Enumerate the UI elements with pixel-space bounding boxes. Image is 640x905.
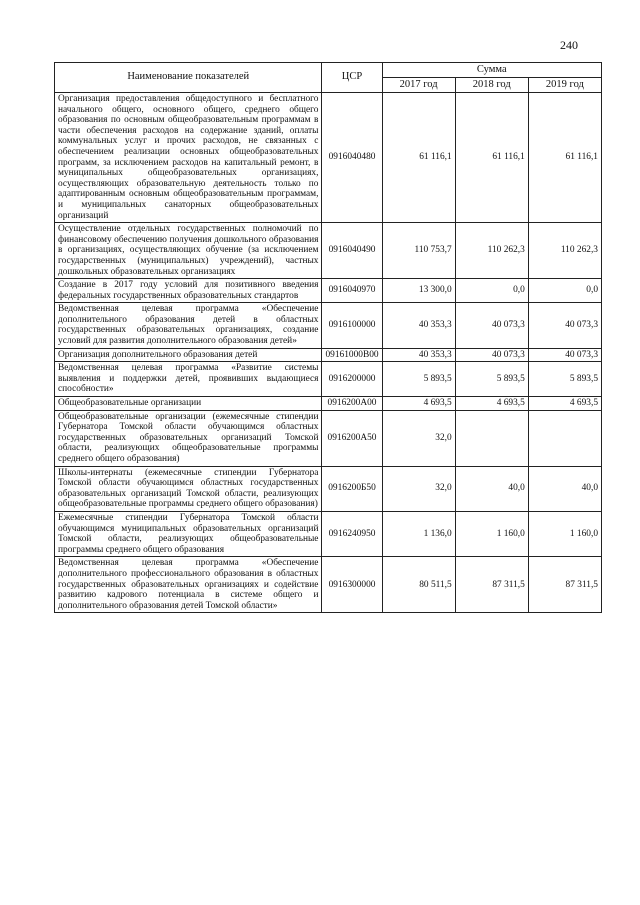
row-value-2019: 0,0 bbox=[528, 279, 601, 303]
row-code: 0916200А50 bbox=[322, 410, 382, 466]
header-row bbox=[55, 63, 602, 78]
table-row bbox=[55, 362, 602, 397]
header-year-2018: 2018 год bbox=[455, 78, 528, 93]
table-row bbox=[55, 410, 602, 466]
table-row bbox=[55, 466, 602, 511]
row-code: 0916200А00 bbox=[322, 397, 382, 411]
row-value-2018: 40 073,3 bbox=[455, 348, 528, 362]
row-value-2017: 61 116,1 bbox=[382, 93, 455, 223]
row-name: Создание в 2017 году условий для позитивного введения федеральных государственных образовательных стандартов bbox=[55, 279, 322, 303]
row-value-2018: 0,0 bbox=[455, 279, 528, 303]
row-value-2018: 5 893,5 bbox=[455, 362, 528, 397]
row-name: Ведомственная целевая программа «Обеспечение дополнительного профессионального образования в областных государственных образовательных организациях и содействие развитию кадрового потенциала в системе общего и дополнительного образования детей Томской области» bbox=[55, 557, 322, 613]
row-value-2019: 40 073,3 bbox=[528, 348, 601, 362]
row-value-2019: 1 160,0 bbox=[528, 511, 601, 556]
row-name: Ежемесячные стипендии Губернатора Томской области обучающимся муниципальных образовательных организаций Томской области, реализующих общеобразовательные программы среднего общего образования bbox=[55, 511, 322, 556]
row-value-2017: 4 693,5 bbox=[382, 397, 455, 411]
header-year-2017: 2017 год bbox=[382, 78, 455, 93]
row-value-2017: 40 353,3 bbox=[382, 348, 455, 362]
row-code: 0916040970 bbox=[322, 279, 382, 303]
row-name: Осуществление отдельных государственных полномочий по финансовому обеспечению получения дошкольного образования в организациях, осуществляющих обучение (за исключением государственных (муниципальных) учреждений), частных дошкольных образовательных организациях bbox=[55, 223, 322, 279]
row-value-2019: 61 116,1 bbox=[528, 93, 601, 223]
row-value-2017: 110 753,7 bbox=[382, 223, 455, 279]
header-sum: Сумма bbox=[382, 63, 601, 78]
row-code: 0916040480 bbox=[322, 93, 382, 223]
row-name: Общеобразовательные организации (ежемесячные стипендии Губернатора Томской области обучающимся областных государственных образовательных организаций Томской области, реализующих общеобразовательные программы среднего общего образования) bbox=[55, 410, 322, 466]
row-code: 0916040490 bbox=[322, 223, 382, 279]
row-value-2017: 40 353,3 bbox=[382, 303, 455, 348]
row-code: 0916200000 bbox=[322, 362, 382, 397]
row-name: Ведомственная целевая программа «Развитие системы выявления и поддержки детей, проявивших выдающиеся способности» bbox=[55, 362, 322, 397]
row-value-2019 bbox=[528, 410, 601, 466]
table-row bbox=[55, 223, 602, 279]
row-value-2018: 40 073,3 bbox=[455, 303, 528, 348]
row-value-2017: 1 136,0 bbox=[382, 511, 455, 556]
row-value-2017: 32,0 bbox=[382, 466, 455, 511]
table-row bbox=[55, 303, 602, 348]
table-row bbox=[55, 511, 602, 556]
row-value-2018: 1 160,0 bbox=[455, 511, 528, 556]
row-code: 0916300000 bbox=[322, 557, 382, 613]
table-row bbox=[55, 279, 602, 303]
row-value-2019: 5 893,5 bbox=[528, 362, 601, 397]
row-value-2017: 32,0 bbox=[382, 410, 455, 466]
row-name: Организация дополнительного образования детей bbox=[55, 348, 322, 362]
row-name: Ведомственная целевая программа «Обеспечение дополнительного образования детей в областных государственных образовательных организациях, создание условий для развития дополнительного образования детей» bbox=[55, 303, 322, 348]
page-number: 240 bbox=[560, 38, 578, 52]
row-value-2017: 13 300,0 bbox=[382, 279, 455, 303]
row-value-2017: 80 511,5 bbox=[382, 557, 455, 613]
row-name: Организация предоставления общедоступного и бесплатного начального общего, основного общего, среднего общего образования по основным общеобразовательным программам в части обеспечения расходов на содержание зданий, оплаты коммунальных услуг и прочих расходов, не связанных с обеспечением реализации основных общеобразовательных программ, за исключением расходов на капитальный ремонт, в муниципальных общеобразовательных организациях, осуществляющих образовательную деятельность только по адаптированным основным общеобразовательным программам, и муниципальных санаторных общеобразовательных организаций bbox=[55, 93, 322, 223]
row-value-2019: 87 311,5 bbox=[528, 557, 601, 613]
row-value-2018: 4 693,5 bbox=[455, 397, 528, 411]
table-row bbox=[55, 348, 602, 362]
row-value-2018: 110 262,3 bbox=[455, 223, 528, 279]
table-row bbox=[55, 557, 602, 613]
row-value-2019: 40,0 bbox=[528, 466, 601, 511]
table-row bbox=[55, 397, 602, 411]
table-row bbox=[55, 93, 602, 223]
row-name: Общеобразовательные организации bbox=[55, 397, 322, 411]
row-value-2017: 5 893,5 bbox=[382, 362, 455, 397]
header-code: ЦСР bbox=[322, 63, 382, 93]
row-value-2019: 110 262,3 bbox=[528, 223, 601, 279]
row-code: 09161000В00 bbox=[322, 348, 382, 362]
row-value-2018: 40,0 bbox=[455, 466, 528, 511]
budget-table bbox=[54, 62, 602, 613]
row-code: 0916240950 bbox=[322, 511, 382, 556]
row-value-2018: 87 311,5 bbox=[455, 557, 528, 613]
row-name: Школы-интернаты (ежемесячные стипендии Губернатора Томской области обучающимся областных государственных образовательных организаций Томской области, реализующих общеобразовательные программы среднего общего образования) bbox=[55, 466, 322, 511]
header-name: Наименование показателей bbox=[55, 63, 322, 93]
row-value-2018 bbox=[455, 410, 528, 466]
header-year-2019: 2019 год bbox=[528, 78, 601, 93]
row-code: 0916100000 bbox=[322, 303, 382, 348]
row-value-2019: 4 693,5 bbox=[528, 397, 601, 411]
row-code: 0916200Б50 bbox=[322, 466, 382, 511]
row-value-2019: 40 073,3 bbox=[528, 303, 601, 348]
row-value-2018: 61 116,1 bbox=[455, 93, 528, 223]
